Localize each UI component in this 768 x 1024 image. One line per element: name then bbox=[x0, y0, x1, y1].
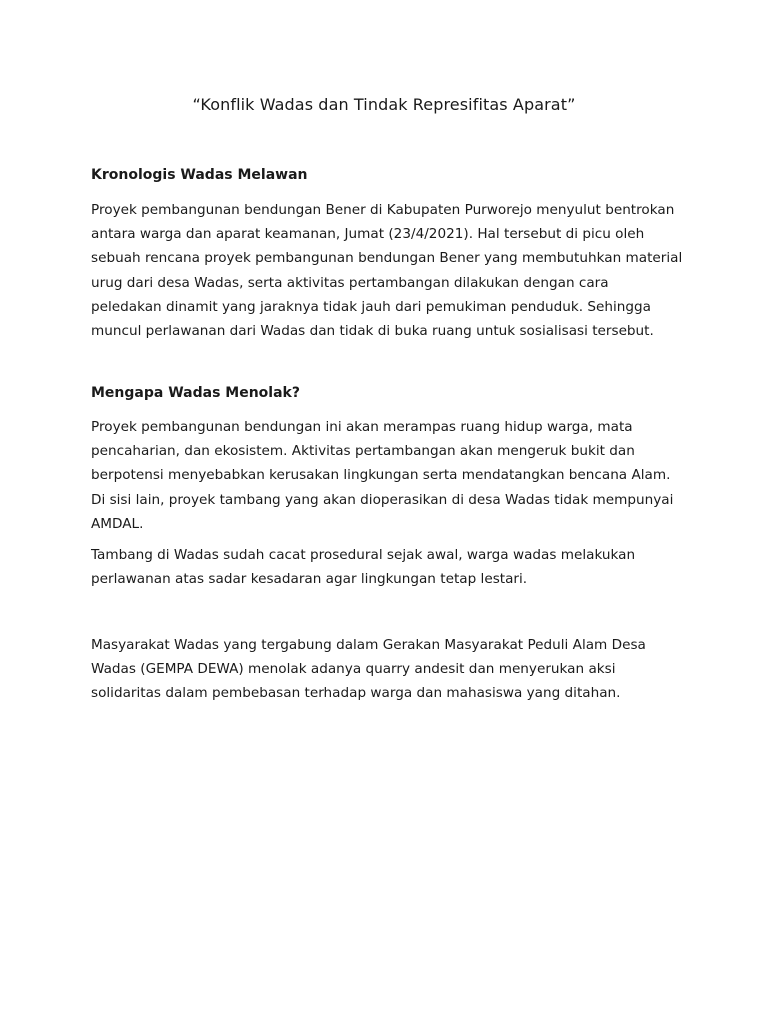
paragraph-mengapa-1 bbox=[91, 415, 691, 536]
section-heading-kronologis: Kronologis Wadas Melawan bbox=[91, 167, 308, 183]
paragraph-line: Proyek pembangunan bendungan ini akan merampas ruang hidup warga, mata bbox=[91, 419, 633, 435]
paragraph-line: solidaritas dalam pembebasan terhadap warga dan mahasiswa yang ditahan. bbox=[91, 685, 621, 702]
paragraph-line: AMDAL. bbox=[91, 515, 144, 532]
paragraph-line: urug dari desa Wadas, serta aktivitas pertambangan dilakukan dengan cara bbox=[91, 274, 609, 291]
paragraph-line: Tambang di Wadas sudah cacat prosedural sejak awal, warga wadas melakukan bbox=[91, 547, 636, 563]
paragraph-line: Di sisi lain, proyek tambang yang akan dioperasikan di desa Wadas tidak mempunyai bbox=[91, 491, 674, 508]
paragraph-line: peledakan dinamit yang jaraknya tidak jauh dari pemukiman penduduk. Sehingga bbox=[91, 298, 651, 315]
section-heading-mengapa: Mengapa Wadas Menolak? bbox=[91, 385, 300, 401]
document-title: “Konflik Wadas dan Tindak Represifitas Aparat” bbox=[192, 95, 576, 114]
paragraph-line: Proyek pembangunan bendungan Bener di Kabupaten Purworejo menyulut bentrokan bbox=[91, 202, 675, 218]
paragraph-line: Masyarakat Wadas yang tergabung dalam Gerakan Masyarakat Peduli Alam Desa bbox=[91, 637, 646, 653]
paragraph-line: Wadas (GEMPA DEWA) menolak adanya quarry andesit dan menyerukan aksi bbox=[91, 661, 616, 678]
paragraph-line: antara warga dan aparat keamanan, Jumat (23/4/2021). Hal tersebut di picu oleh bbox=[91, 226, 645, 243]
paragraph-kronologis bbox=[91, 198, 691, 343]
paragraph-line: perlawanan atas sadar kesadaran agar lingkungan tetap lestari. bbox=[91, 571, 528, 588]
paragraph-mengapa-2 bbox=[91, 543, 691, 591]
paragraph-line: berpotensi menyebabkan kerusakan lingkungan serta mendatangkan bencana Alam. bbox=[91, 467, 671, 484]
paragraph-line: muncul perlawanan dari Wadas dan tidak di buka ruang untuk sosialisasi tersebut. bbox=[91, 323, 654, 340]
paragraph-line: pencaharian, dan ekosistem. Aktivitas pertambangan akan mengeruk bukit dan bbox=[91, 443, 635, 460]
paragraph-line: sebuah rencana proyek pembangunan bendungan Bener yang membutuhkan material bbox=[91, 250, 683, 267]
paragraph-mengapa-3 bbox=[91, 633, 691, 706]
